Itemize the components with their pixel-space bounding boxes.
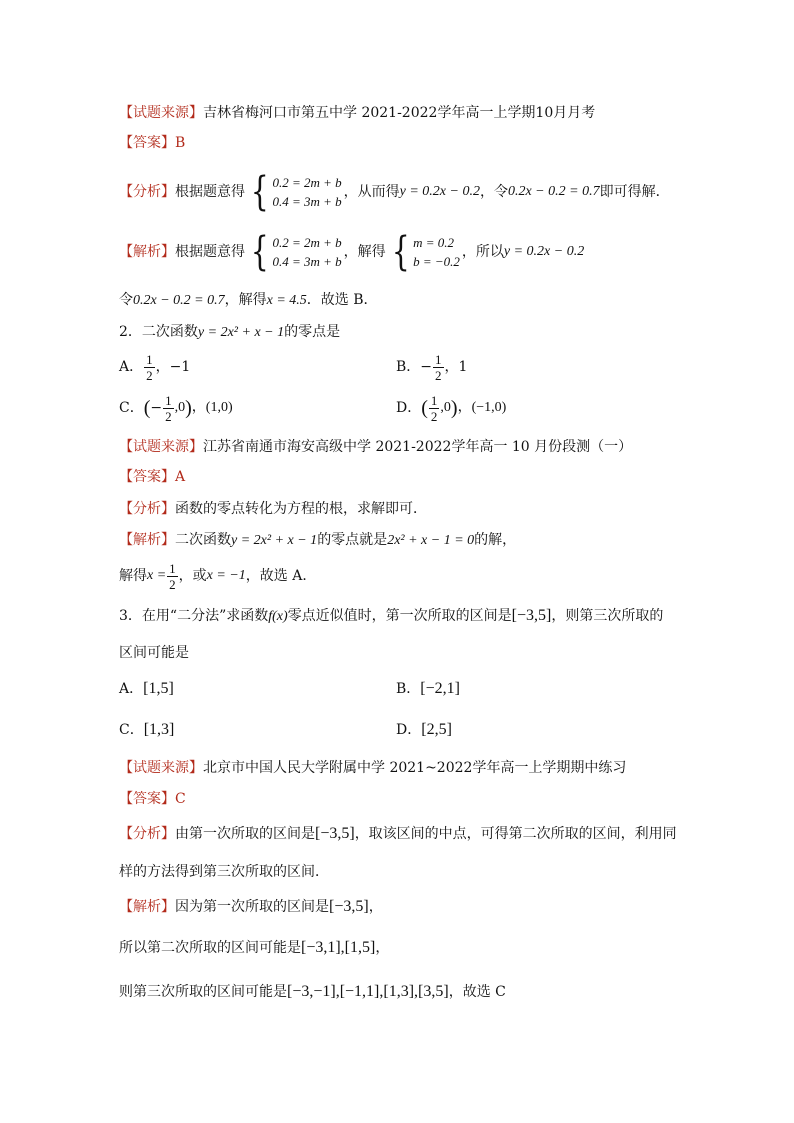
answer-tag: 【答案】 [119,791,175,807]
option-text: ，(1,0) [191,400,233,415]
analysis-tag: 【分析】 [119,826,175,842]
equation: 2x² + x − 1 = 0 [387,533,475,548]
option-label: B． [396,359,421,375]
equation: y = 0.2x − 0.2 [399,184,480,199]
analysis-text: ，取该区间的中点，可得第二次所取的区间，利用同 [354,826,677,842]
interval: [−3,−1],[−1,1],[1,3],[3,5] [287,983,449,1000]
solution-text: ，解得 [343,244,386,260]
q1-analysis [119,170,670,214]
option-label: A． [119,359,144,375]
analysis-text: 样的方法得到第三次所取的区间． [119,864,329,880]
text: 解得 [119,568,147,584]
system-row: 0.4 = 3m + b [272,194,342,209]
text: ．故选 B． [306,292,378,308]
question-text: ，则第三次所取的 [551,608,664,624]
solution-text: 根据题意得 [175,244,245,260]
denominator: 2 [146,367,153,383]
interval: [−3,5] [511,607,552,624]
option-text: [−2,1] [420,680,460,697]
option-text: ,0 [174,400,186,415]
analysis-tag: 【分析】 [119,501,175,517]
equation: x = 4.5 [266,293,307,308]
q2-option-b [396,350,467,384]
option-label: B． [396,681,421,697]
solution-text: 所以第二次所取的区间可能是 [119,940,301,956]
solution-text: 二次函数 [175,532,231,548]
interval: [−3,5] [315,825,355,842]
q2-conclusion [119,558,316,594]
q2-answer [119,467,185,487]
denominator: 2 [435,367,442,383]
q2-option-c: C． ( − $\frac{1}{2}$ ,0 ) ，(1,0) [119,392,233,424]
source-tag: 【试题来源】 [119,105,203,121]
text: ，解得 [224,292,267,308]
q2-option-d: D． ( $\frac{1}{2}$ ,0 ) ，(−1,0) [396,392,507,424]
solution-text: 的零点就是 [317,532,388,548]
q2-option-a [119,350,190,384]
equation-system: { 0.2 = 2m + b 0.4 = 3m + b [250,229,342,275]
analysis-text: 由第一次所取的区间是 [175,826,315,842]
q3-option-b [396,679,460,699]
q2-analysis [119,499,427,519]
analysis-text: 函数的零点转化为方程的根，求解即可． [175,501,427,517]
equation: y = 2x² + x − 1 [231,533,318,548]
option-text: [1,5] [143,680,174,697]
text: 令 [119,292,133,308]
solution-text: 则第三次所取的区间可能是 [119,984,287,1000]
equation: 0.2x − 0.2 = 0.7 [507,184,600,199]
q3-source [119,758,626,778]
q3-stem [119,606,663,627]
equation: y = 2x² + x − 1 [197,325,285,340]
option-label: C． [119,722,144,738]
system-row: m = 0.2 [413,235,455,250]
equation: x = [147,568,167,583]
q3-analysis [119,824,677,844]
q3-answer [119,789,186,809]
option-label: D． [396,400,422,416]
source-text: 吉林省梅河口市第五中学 2021-2022学年高一上学期10月月考 [203,105,596,121]
denominator: 2 [430,408,438,424]
numerator: 1 [165,392,172,408]
q3-solution-line3 [119,982,506,1002]
text: ，或 [178,568,207,584]
option-text: ，−1 [155,359,191,375]
option-text: ，1 [444,359,468,375]
numerator: 1 [430,392,438,408]
option-text: − [420,359,433,375]
option-label: C． [119,400,144,416]
denominator: 2 [165,408,172,424]
fraction [429,393,440,424]
q3-analysis-line2 [119,862,329,882]
fraction [144,352,155,383]
option-text: − [150,400,163,416]
numerator: 1 [146,351,153,367]
option-text: [2,5] [421,721,452,738]
numerator: 1 [435,351,442,367]
analysis-tag: 【分析】 [119,184,175,200]
answer-value: A [175,469,186,485]
q2-source [119,437,632,457]
solution-text: ，所以 [461,244,504,260]
q1-answer [119,133,185,153]
system-row: 0.2 = 2m + b [272,235,342,250]
interval: [−3,1],[1,5] [301,939,376,956]
analysis-text: 即可得解． [599,184,670,200]
q1-conclusion [119,290,378,311]
fraction [163,393,174,424]
question-text: 区间可能是 [119,645,189,661]
question-text: 的零点是 [284,324,341,340]
fraction [433,352,444,383]
option-text: ，(−1,0) [457,400,507,415]
q3-solution-line2 [119,938,389,958]
text: ，故选 A． [245,568,317,584]
solution-text: 的解， [474,532,517,548]
equation: 0.2x − 0.2 = 0.7 [133,293,225,308]
denominator: 2 [169,576,176,592]
equation-system: { 0.2 = 2m + b 0.4 = 3m + b [250,169,342,215]
solution-tag: 【解析】 [119,899,175,915]
q3-option-a [119,679,174,699]
solution-tag: 【解析】 [119,532,175,548]
equation: f(x) [268,609,288,624]
source-tag: 【试题来源】 [119,439,203,455]
system-row: 0.4 = 3m + b [272,254,342,269]
q1-solution [119,230,584,274]
system-row: 0.2 = 2m + b [272,175,342,190]
analysis-text: 根据题意得 [175,184,245,200]
q3-solution [119,897,383,917]
q2-stem [119,322,340,343]
solution-text: ， [375,940,390,956]
solution-text: 因为第一次所取的区间是 [175,899,329,915]
solution-text: ， [368,899,383,915]
equation: y = 0.2x − 0.2 [503,244,585,259]
interval: [−3,5] [329,898,369,915]
source-text: 北京市中国人民大学附属中学 2021~2022学年高一上学期期中练习 [203,760,627,776]
system-row: b = −0.2 [413,254,460,269]
answer-tag: 【答案】 [119,135,175,151]
option-text: ,0 [440,400,451,415]
q3-option-d [396,720,452,740]
q1-source [119,103,595,123]
option-text: [1,3] [143,721,175,738]
q2-solution [119,530,516,551]
source-text: 江苏省南通市海安高级中学 2021-2022学年高一 10 月份段测（一） [203,439,633,455]
result-system: { m = 0.2 b = −0.2 [391,229,460,275]
answer-value: B [175,135,186,151]
analysis-text: ，从而得 [343,184,400,200]
answer-value: C [175,791,186,807]
option-label: D． [396,722,422,738]
analysis-text: ，令 [479,184,508,200]
equation: x = −1 [206,568,246,583]
source-tag: 【试题来源】 [119,760,203,776]
question-text: 2．二次函数 [119,324,198,340]
q3-stem-line2 [119,643,189,663]
solution-tag: 【解析】 [119,244,175,260]
q3-option-c [119,720,174,740]
question-text: 零点近似值时，第一次所取的区间是 [287,608,512,624]
option-label: A． [119,681,144,697]
question-text: 3．在用“二分法”求函数 [119,608,269,624]
fraction [167,561,178,592]
solution-text: ，故选 C [448,984,506,1000]
numerator: 1 [169,560,176,576]
answer-tag: 【答案】 [119,469,175,485]
